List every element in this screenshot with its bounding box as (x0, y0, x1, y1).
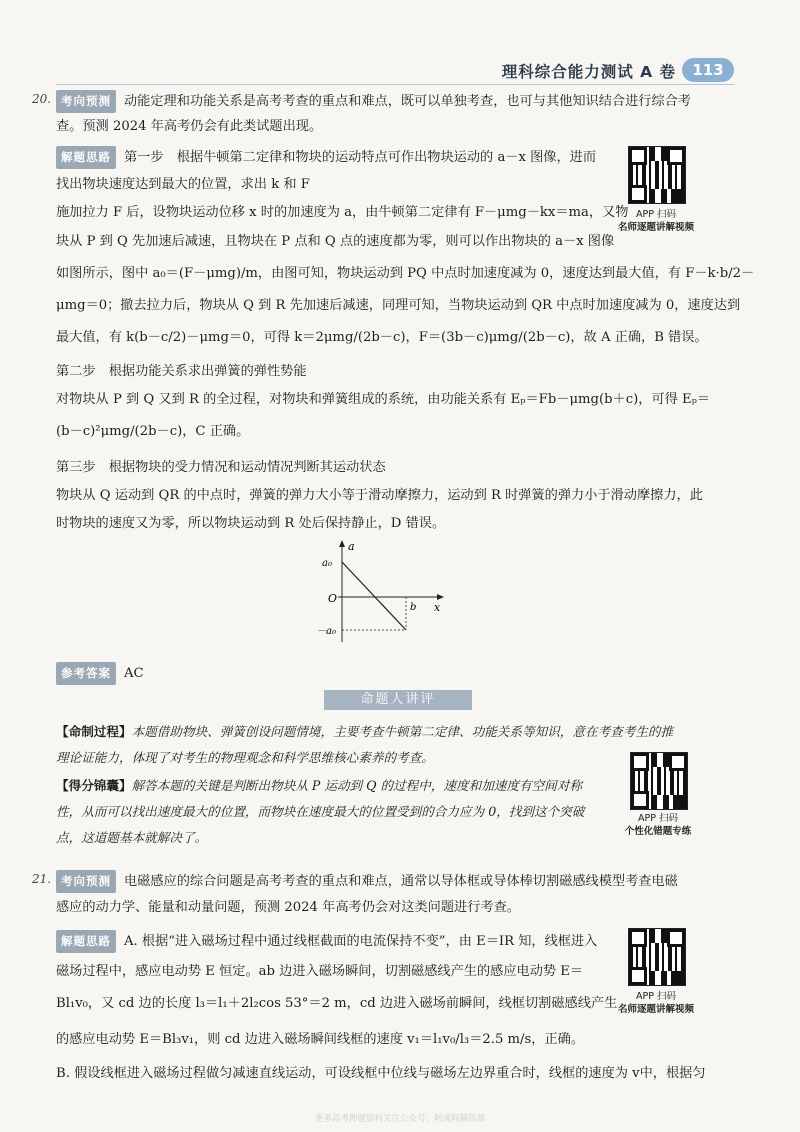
axis-label-x: x (434, 601, 441, 614)
footer-watermark: 更多高考押题资料关注公众号：阿虎阿猫资源 (314, 1114, 485, 1124)
q20-forecast-line-1 (56, 90, 772, 113)
header-title: 理科综合能力测试 A 卷 (501, 63, 676, 81)
forecast-tag-21: 考向预测 (56, 870, 116, 893)
qr-code-video-1[interactable] (628, 146, 686, 204)
q21-line-3: Bl₁v₀，又 cd 边的长度 l₃＝l₁＋2l₂cos 53°＝2 m，cd 边进入磁场前瞬间，线框切割磁感线产生 (56, 996, 618, 1011)
q20-line-1: 找出物块速度达到最大的位置，求出 k 和 F (56, 177, 310, 192)
idea-tag-21: 解题思路 (56, 930, 116, 953)
q20-line-4: 如图所示，图中 a₀＝(F－μmg)/m，由图可知，物块运动到 PQ 中点时加速度减为 0，速度达到最大值，有 F－k·b/2－ (56, 266, 755, 281)
q20-line-6: 最大值，有 k(b－c/2)－μmg＝0，可得 k＝2μmg/(2b－c)，F＝(3b－c)μmg/(2b－c)，故 A 正确，B 错误。 (56, 330, 708, 345)
answer-value: AC (124, 666, 144, 681)
q20-forecast-line-2: 查。预测 2024 年高考仍会有此类试题出现。 (56, 119, 323, 134)
answer-tag: 参考答案 (56, 662, 116, 685)
tips-text-1: 解答本题的关键是判断出物块从 P 运动到 Q 的过程中，速度和加速度有空间对称 (131, 778, 582, 793)
forecast-tag: 考向预测 (56, 90, 116, 113)
question-number-21: 21. (32, 872, 52, 886)
page-number-badge: 113 (682, 58, 734, 82)
qr-caption-3: APP 扫码 名师逐题讲解视频 (617, 991, 694, 1015)
q20-step3-title: 第三步 根据物块的受力情况和运动情况判断其运动状态 (56, 460, 386, 475)
q20-step2-title: 第二步 根据功能关系求出弹簧的弹性势能 (56, 364, 307, 379)
q21-line-1 (56, 930, 620, 953)
origin-label: O (328, 592, 338, 605)
q20-line-3: 块从 P 到 Q 先加速后减速，且物块在 P 点和 Q 点的速度都为零，则可以作出物块的 a－x 图像 (56, 234, 615, 249)
process-line-2: 理论证能力，体现了对考生的物理观念和科学思维核心素养的考查。 (56, 750, 434, 765)
q21-line-2: 磁场过程中，感应电动势 E 恒定。ab 边进入磁场瞬间，切割磁感线产生的感应电动势 E＝ (56, 964, 584, 979)
header-rule (56, 84, 734, 85)
tips-label: 【得分锦囊】 (56, 778, 132, 793)
b-label: b (410, 602, 417, 613)
process-text-1: 本题借助物块、弹簧创设问题情境，主要考查牛顿第二定律、功能关系等知识，意在考查考生的推 (131, 724, 674, 739)
process-label: 【命制过程】 (56, 724, 132, 739)
a-x-graph (310, 538, 450, 648)
comment-banner: 命题人讲评 (324, 690, 472, 710)
q21-forecast-line-1 (56, 870, 772, 893)
tips-line-3: 点，这道题基本就解决了。 (56, 830, 208, 845)
step1-title: 第一步 根据牛顿第二定律和物块的运动特点可作出物块运动的 a－x 图像，进而 (124, 150, 597, 165)
q20-step2-line-2: (b－c)²μmg/(2b－c)，C 正确。 (56, 424, 250, 439)
q20-line-2: 施加拉力 F 后，设物块运动位移 x 时的加速度为 a，由牛顿第二定律有 F－μmg－kx＝ma，又物 (56, 205, 629, 220)
a0-label: a₀ (322, 558, 332, 569)
q20-step3-line-2: 时物块的速度又为零，所以物块运动到 R 处后保持静止，D 错误。 (56, 516, 446, 531)
qr-caption-1: APP 扫码 名师逐题讲解视频 (617, 209, 694, 233)
question-number-20: 20. (32, 92, 52, 106)
q21-line-4: 的感应电动势 E＝Bl₃v₁，则 cd 边进入磁场瞬间线框的速度 v₁＝l₁v₀/l₃＝2.5 m/s，正确。 (56, 1032, 585, 1047)
axis-label-a: a (348, 540, 355, 553)
neg-a0-label: －a₀ (316, 626, 336, 637)
qr-caption-2: APP 扫码 个性化错题专练 (624, 813, 692, 837)
qr-code-practice[interactable] (630, 752, 688, 810)
forecast-text-21: 电磁感应的综合问题是高考考查的重点和难点，通常以导体框或导体棒切割磁感线模型考查电磁 (124, 874, 678, 889)
q21-line-5: B. 假设线框进入磁场过程做匀减速直线运动，可设线框中位线与磁场左边界重合时，线框的速度为 v中，根据匀 (56, 1066, 706, 1081)
answer-line (56, 662, 772, 685)
tips-line-2: 性，从而可以找出速度最大的位置，而物块在速度最大的位置受到的合力应为 0，找到这个突破 (56, 804, 585, 819)
q20-step2-line-1: 对物块从 P 到 Q 又到 R 的全过程，对物块和弹簧组成的系统，由功能关系有 Eₚ＝Fb－μmg(b＋c)，可得 Eₚ＝ (56, 392, 711, 407)
idea-tag: 解题思路 (56, 146, 116, 169)
q20-step3-line-1: 物块从 Q 运动到 QR 的中点时，弹簧的弹力大小等于滑动摩擦力，运动到 R 时弹簧的弹力小于滑动摩擦力，此 (56, 488, 703, 503)
forecast-text: 动能定理和功能关系是高考考查的重点和难点，既可以单独考查，也可与其他知识结合进行综合考 (124, 94, 692, 109)
qr-code-video-2[interactable] (628, 928, 686, 986)
q21-text-1: A. 根据“进入磁场过程中通过线框截面的电流保持不变”，由 E＝IR 知，线框进入 (124, 934, 598, 949)
process-line-1 (56, 722, 772, 742)
q20-line-5: μmg＝0；撤去拉力后，物块从 Q 到 R 先加速后减速，同理可知，当物块运动到 QR 中点时加速度减为 0，速度达到 (56, 298, 741, 313)
q21-forecast-line-2: 感应的动力学、能量和动量问题，预测 2024 年高考仍会对这类问题进行考查。 (56, 900, 520, 915)
